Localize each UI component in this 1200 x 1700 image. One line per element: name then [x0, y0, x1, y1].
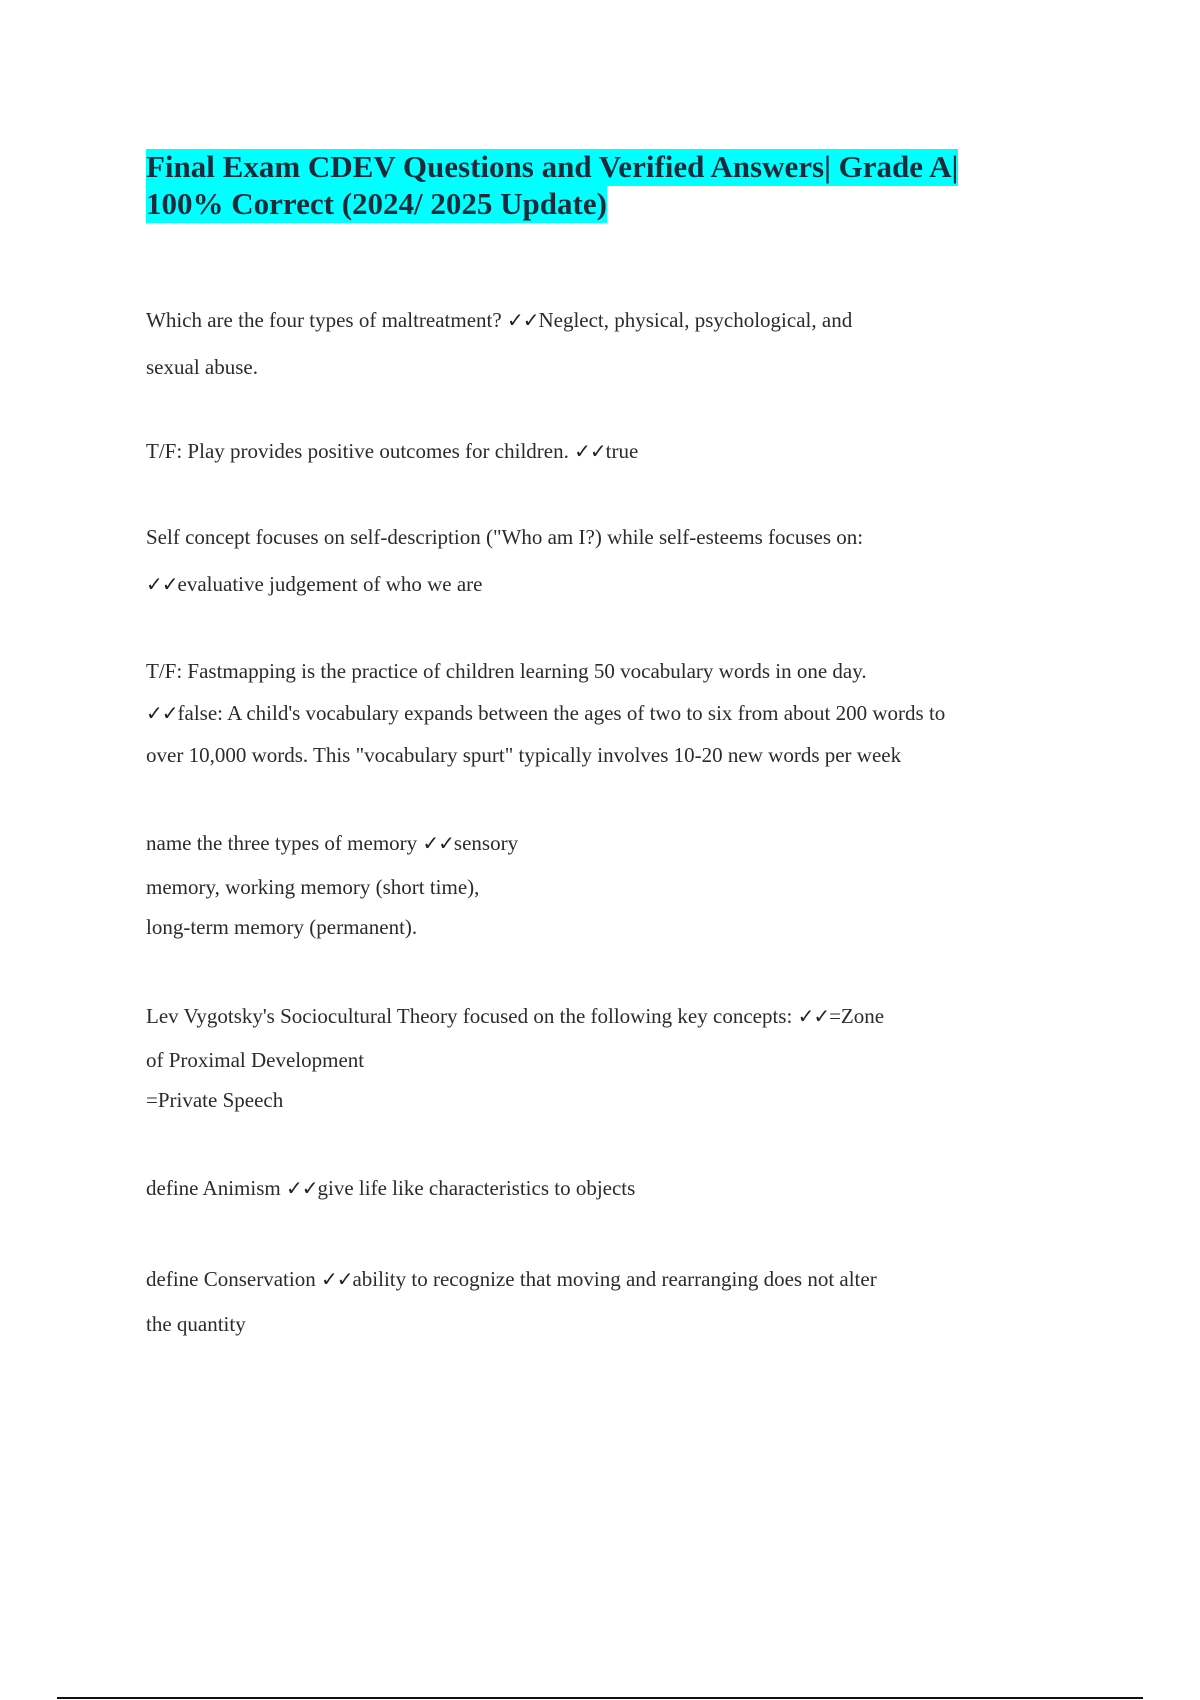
qa-item-memory: [146, 829, 1086, 941]
question-text: Lev Vygotsky's Sociocultural Theory focused on the following key concepts:: [146, 1004, 793, 1028]
question-text: T/F: Play provides positive outcomes for children.: [146, 439, 569, 463]
double-check-icon: ✓✓: [422, 831, 454, 855]
answer-text: =Private Speech: [146, 1088, 284, 1112]
answer-text: over 10,000 words. This "vocabulary spurt" typically involves 10-20 new words per week: [146, 743, 902, 767]
answer-text: sexual abuse.: [146, 355, 258, 379]
double-check-icon: ✓✓: [286, 1176, 318, 1200]
answer-text: false: A child's vocabulary expands between the ages of two to six from about 200 words to: [177, 701, 946, 725]
question-text: Self concept focuses on self-description ("Who am I?) while self-esteems focuses on:: [146, 525, 864, 549]
question-text: define Animism: [146, 1176, 281, 1200]
double-check-icon: ✓✓: [146, 701, 178, 725]
qa-item-conservation: [146, 1265, 1086, 1338]
answer-text: give life like characteristics to objects: [317, 1176, 636, 1200]
qa-item-fastmapping: [146, 657, 1086, 769]
double-check-icon: ✓✓: [506, 308, 539, 332]
double-check-icon: ✓✓: [797, 1004, 830, 1028]
question-text: T/F: Fastmapping is the practice of children learning 50 vocabulary words in one day.: [146, 659, 867, 683]
question-text: define Conservation: [146, 1267, 316, 1291]
qa-item-maltreatment: [146, 306, 1086, 381]
answer-text: the quantity: [146, 1312, 246, 1336]
answer-text: memory, working memory (short time),: [146, 875, 480, 899]
question-text: Which are the four types of maltreatment?: [146, 308, 502, 332]
qa-item-play: [146, 437, 1086, 465]
question-text: name the three types of memory: [146, 831, 418, 855]
footer-rule: [57, 1697, 1143, 1699]
answer-text: evaluative judgement of who we are: [177, 572, 483, 596]
title-line-1: Final Exam CDEV Questions and Verified Answers| Grade A|: [146, 149, 959, 184]
double-check-icon: ✓✓: [574, 439, 606, 463]
double-check-icon: ✓✓: [320, 1267, 353, 1291]
answer-text: ability to recognize that moving and rearranging does not alter: [352, 1267, 877, 1291]
qa-item-vygotsky: [146, 1002, 1086, 1114]
answer-text: sensory: [453, 831, 519, 855]
qa-item-animism: [146, 1174, 1086, 1202]
answer-text: =Zone: [829, 1004, 885, 1028]
answer-text: Neglect, physical, psychological, and: [538, 308, 853, 332]
qa-item-self-concept: [146, 523, 1086, 598]
document-title: [146, 148, 1046, 222]
answer-text: of Proximal Development: [146, 1048, 365, 1072]
double-check-icon: ✓✓: [146, 572, 178, 596]
answer-text: true: [605, 439, 639, 463]
answer-text: long-term memory (permanent).: [146, 915, 418, 939]
title-line-2: 100% Correct (2024/ 2025 Update): [146, 186, 607, 221]
